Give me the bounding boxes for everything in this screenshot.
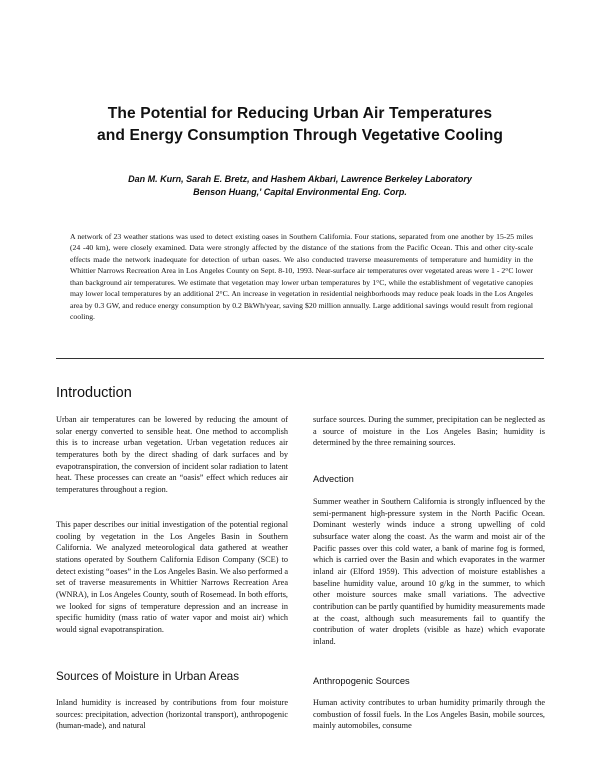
anthropogenic-paragraph-1: Human activity contributes to urban humidity primarily through the combustion of fossil fuels. In the Los Angeles Basin, mobile sources, mainly automobiles, consume (313, 698, 545, 731)
advection-paragraph-1: Summer weather in Southern California is strongly influenced by the semi-permanent high-pressure system in the North Pacific Ocean. Dominant westerly winds induce a strong upwelling of cold subsurface water along the coast. As the warm and moist air of the Pacific passes over this cold water, a bank of marine fog is formed, which is carried over the Basin and which evaporates in the warmer inland air (Elford 1959). This advection of moisture establishes a baseline humidity value, around 10 g/kg in the summer, to which other moisture sources make small variations. The advective contribution can be partly quantified by humidity measurements made at the coast, although such measurements fail to quantify the contribution of water droplets (visible as haze) which evaporate inland. (313, 497, 545, 646)
introduction-heading: Introduction (56, 385, 132, 401)
authors-line-2: Benson Huang,' Capital Environmental Eng. Corp. (193, 187, 407, 197)
sources-paragraph-1-continued: surface sources. During the summer, precipitation can be neglected as a source of moisture in the Los Angeles Basin; humidity is determined by the three remaining sources. (313, 415, 545, 448)
advection-heading: Advection (313, 474, 354, 484)
introduction-paragraph-1: Urban air temperatures can be lowered by reducing the amount of solar energy converted to sensible heat. One method to accomplish this is to increase urban vegetation. Urban vegetation reduces air temperatures both by the direct shading of dark surfaces and by evapotranspiration, the conversion of incident solar radiation to latent heat. These processes can create an “oasis” effect which reduces air temperatures throughout a region. (56, 415, 288, 494)
abstract: A network of 23 weather stations was used to detect existing oases in Southern California. Four stations, separated from one another by 15-25 miles (24 -40 km), were closely examined. Data were strongly affected by the distance of the stations from the Pacific Ocean. This and other city-scale effects made the network inadequate for detection of urban oases. We also conducted traverse measurements of temperature and humidity in the Whittier Narrows Recreation Area in Los Angeles County on Sept. 8-10, 1993. Near-surface air temperatures over vegetated areas were 1 - 2°C lower than background air temperatures. We estimate that vegetation may lower urban temperatures by 1°C, while the establishment of vegetative canopies may lower local temperatures by an additional 2°C. An increase in vegetation in residential neighborhoods may reduce peak loads in the Los Angeles area by 0.3 GW, and reduce energy consumption by 0.2 BkWh/year, saving $20 million annually. Large additional savings would result from regional cooling. (70, 232, 533, 322)
title-line-1: The Potential for Reducing Urban Air Temperatures (107, 105, 493, 122)
sources-heading: Sources of Moisture in Urban Areas (56, 670, 240, 683)
title-line-2: and Energy Consumption Through Vegetative Cooling (96, 127, 504, 144)
introduction-paragraph-2: This paper describes our initial investigation of the potential regional cooling by vegetation in the Los Angeles Basin in Southern California. We analyzed meteorological data gathered at weather stations operated by Southern California Edison Company (SCE) to detect existing “oases” in the Los Angeles Basin. We also performed a set of traverse measurements in Whittier Narrows Recreation Area (WNRA), in Los Angeles County, south of Rosemead. In both efforts, we looked for signs of temperature depression and an increase in specific humidity (mass ratio of water vapor and moist air) which would signal evapotranspiration. (56, 520, 288, 634)
sources-paragraph-1: Inland humidity is increased by contributions from four moisture sources: precipitation, advection (horizontal transport), anthropogenic (human-made), and natural (56, 698, 288, 731)
anthropogenic-heading: Anthropogenic Sources (313, 676, 410, 686)
paper-title (40, 103, 560, 147)
authors-line-1: Dan M. Kurn, Sarah E. Bretz, and Hashem Akbari, Lawrence Berkeley Laboratory (128, 174, 472, 184)
section-divider (56, 358, 544, 359)
author-block (40, 173, 560, 199)
